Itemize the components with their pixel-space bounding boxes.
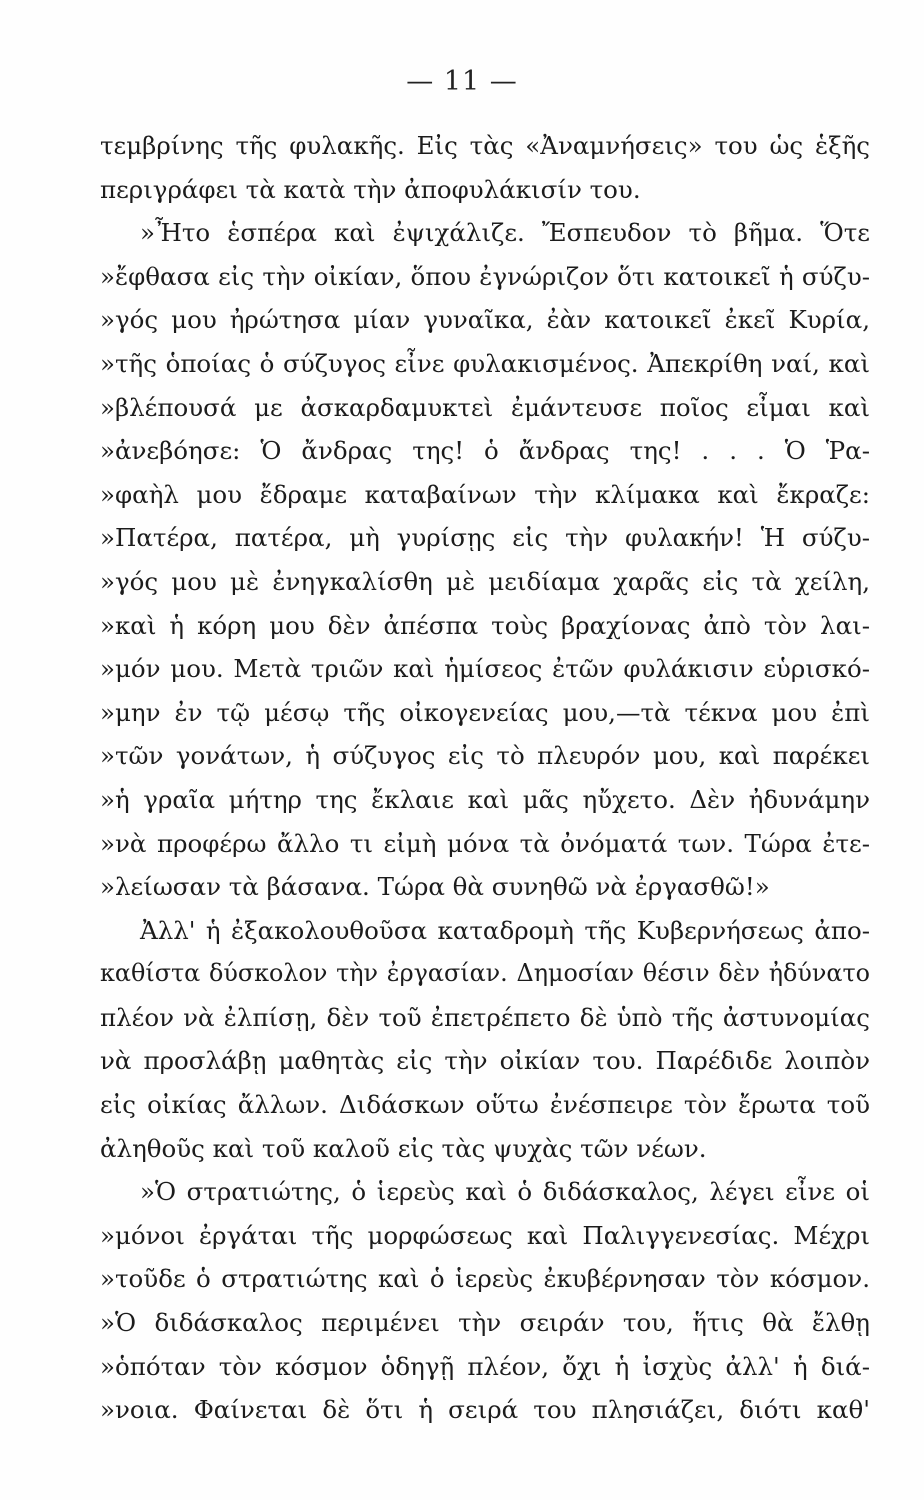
text-line: καθίστα δύσκολον τὴν ἐργασίαν. Δημοσίαν θέσιν δὲν ἠδύνατο [100, 959, 870, 988]
text-line: »Πατέρα, πατέρα, μὴ γυρίσῃς εἰς τὴν φυλακήν! Ἡ σύζυ- [100, 523, 870, 553]
text-line: νὰ προσλάβῃ μαθητὰς εἰς τὴν οἰκίαν του. Παρέδιδε λοιπὸν [100, 1046, 870, 1076]
text-line: »ἔφθασα εἰς τὴν οἰκίαν, ὅπου ἐγνώριζον ὅτι κατοικεῖ ἡ σύζυ- [100, 261, 870, 291]
body-text [100, 124, 870, 1432]
text-line: ἀληθοῦς καὶ τοῦ καλοῦ εἰς τὰς ψυχὰς τῶν νέων. [100, 1133, 707, 1163]
text-line: »γός μου μὲ ἐνηγκαλίσθη μὲ μειδίαμα χαρᾶς εἰς τὰ χείλη, [100, 566, 870, 596]
text-line: τεμβρίνης τῆς φυλακῆς. Εἰς τὰς «Ἀναμνήσεις» του ὡς ἑξῆς [100, 131, 870, 160]
text-line: πλέον νὰ ἐλπίσῃ, δὲν τοῦ ἐπετρέπετο δὲ ὑπὸ τῆς ἀστυνομίας [100, 1002, 870, 1032]
text-line: »Ἦτο ἑσπέρα καὶ ἐψιχάλιζε. Ἔσπευδον τὸ βῆμα. Ὅτε [140, 218, 870, 248]
text-line: »γός μου ἠρώτησα μίαν γυναῖκα, ἐὰν κατοικεῖ ἐκεῖ Κυρία, [100, 305, 870, 335]
text-line: »τῆς ὁποίας ὁ σύζυγος εἶνε φυλακισμένος. Ἀπεκρίθη ναί, καὶ [100, 348, 870, 378]
text-line: »μην ἐν τῷ μέσῳ τῆς οἰκογενείας μου,—τὰ τέκνα μου ἐπὶ [100, 697, 870, 727]
text-line: »ἡ γραῖα μήτηρ της ἔκλαιε καὶ μᾶς ηὔχετο. Δὲν ἠδυνάμην [100, 784, 870, 814]
text-line: »μόν μου. Μετὰ τριῶν καὶ ἡμίσεος ἐτῶν φυλάκισιν εὑρισκό- [100, 654, 870, 684]
text-line: »ἀνεβόησε: Ὁ ἄνδρας της! ὁ ἄνδρας της! . . . Ὁ Ῥα- [100, 436, 870, 466]
text-line: »φαὴλ μου ἔδραμε καταβαίνων τὴν κλίμακα καὶ ἔκραζε: [100, 479, 870, 509]
text-line: »λείωσαν τὰ βάσανα. Τώρα θὰ συνηθῶ νὰ ἐργασθῶ!» [100, 872, 770, 902]
text-line: »νοια. Φαίνεται δὲ ὅτι ἡ σειρά του πλησιάζει, διότι καθ' [100, 1395, 870, 1425]
text-line: εἰς οἰκίας ἄλλων. Διδάσκων οὕτω ἐνέσπειρε τὸν ἔρωτα τοῦ [100, 1090, 870, 1120]
text-line: »Ὁ διδάσκαλος περιμένει τὴν σειράν του, ἥτις θὰ ἔλθῃ [100, 1308, 870, 1338]
text-line: »μόνοι ἐργάται τῆς μορφώσεως καὶ Παλιγγενεσίας. Μέχρι [100, 1220, 870, 1250]
text-line: »τοῦδε ὁ στρατιώτης καὶ ὁ ἱερεὺς ἐκυβέρνησαν τὸν κόσμον. [100, 1264, 870, 1294]
text-line: περιγράφει τὰ κατὰ τὴν ἀποφυλάκισίν του. [100, 174, 641, 204]
text-line: »καὶ ἡ κόρη μου δὲν ἀπέσπα τοὺς βραχίονας ἀπὸ τὸν λαι- [100, 610, 870, 640]
text-line: »τῶν γονάτων, ἡ σύζυγος εἰς τὸ πλευρόν μου, καὶ παρέκει [100, 741, 870, 771]
text-line: Ἀλλ' ἡ ἐξακολουθοῦσα καταδρομὴ τῆς Κυβερνήσεως ἀπο- [140, 915, 870, 945]
text-line: »νὰ προφέρω ἄλλο τι εἰμὴ μόνα τὰ ὀνόματά των. Τώρα ἐτε- [100, 828, 870, 858]
text-line: »Ὁ στρατιώτης, ὁ ἱερεὺς καὶ ὁ διδάσκαλος, λέγει εἶνε οἱ [140, 1177, 870, 1207]
page-number: — 11 — [406, 66, 518, 97]
text-line: »βλέπουσά με ἀσκαρδαμυκτεὶ ἐμάντευσε ποῖος εἶμαι καὶ [100, 392, 870, 422]
text-line: »ὁπόταν τὸν κόσμον ὁδηγῇ πλέον, ὄχι ἡ ἰσχὺς ἀλλ' ἡ διά- [100, 1351, 870, 1381]
